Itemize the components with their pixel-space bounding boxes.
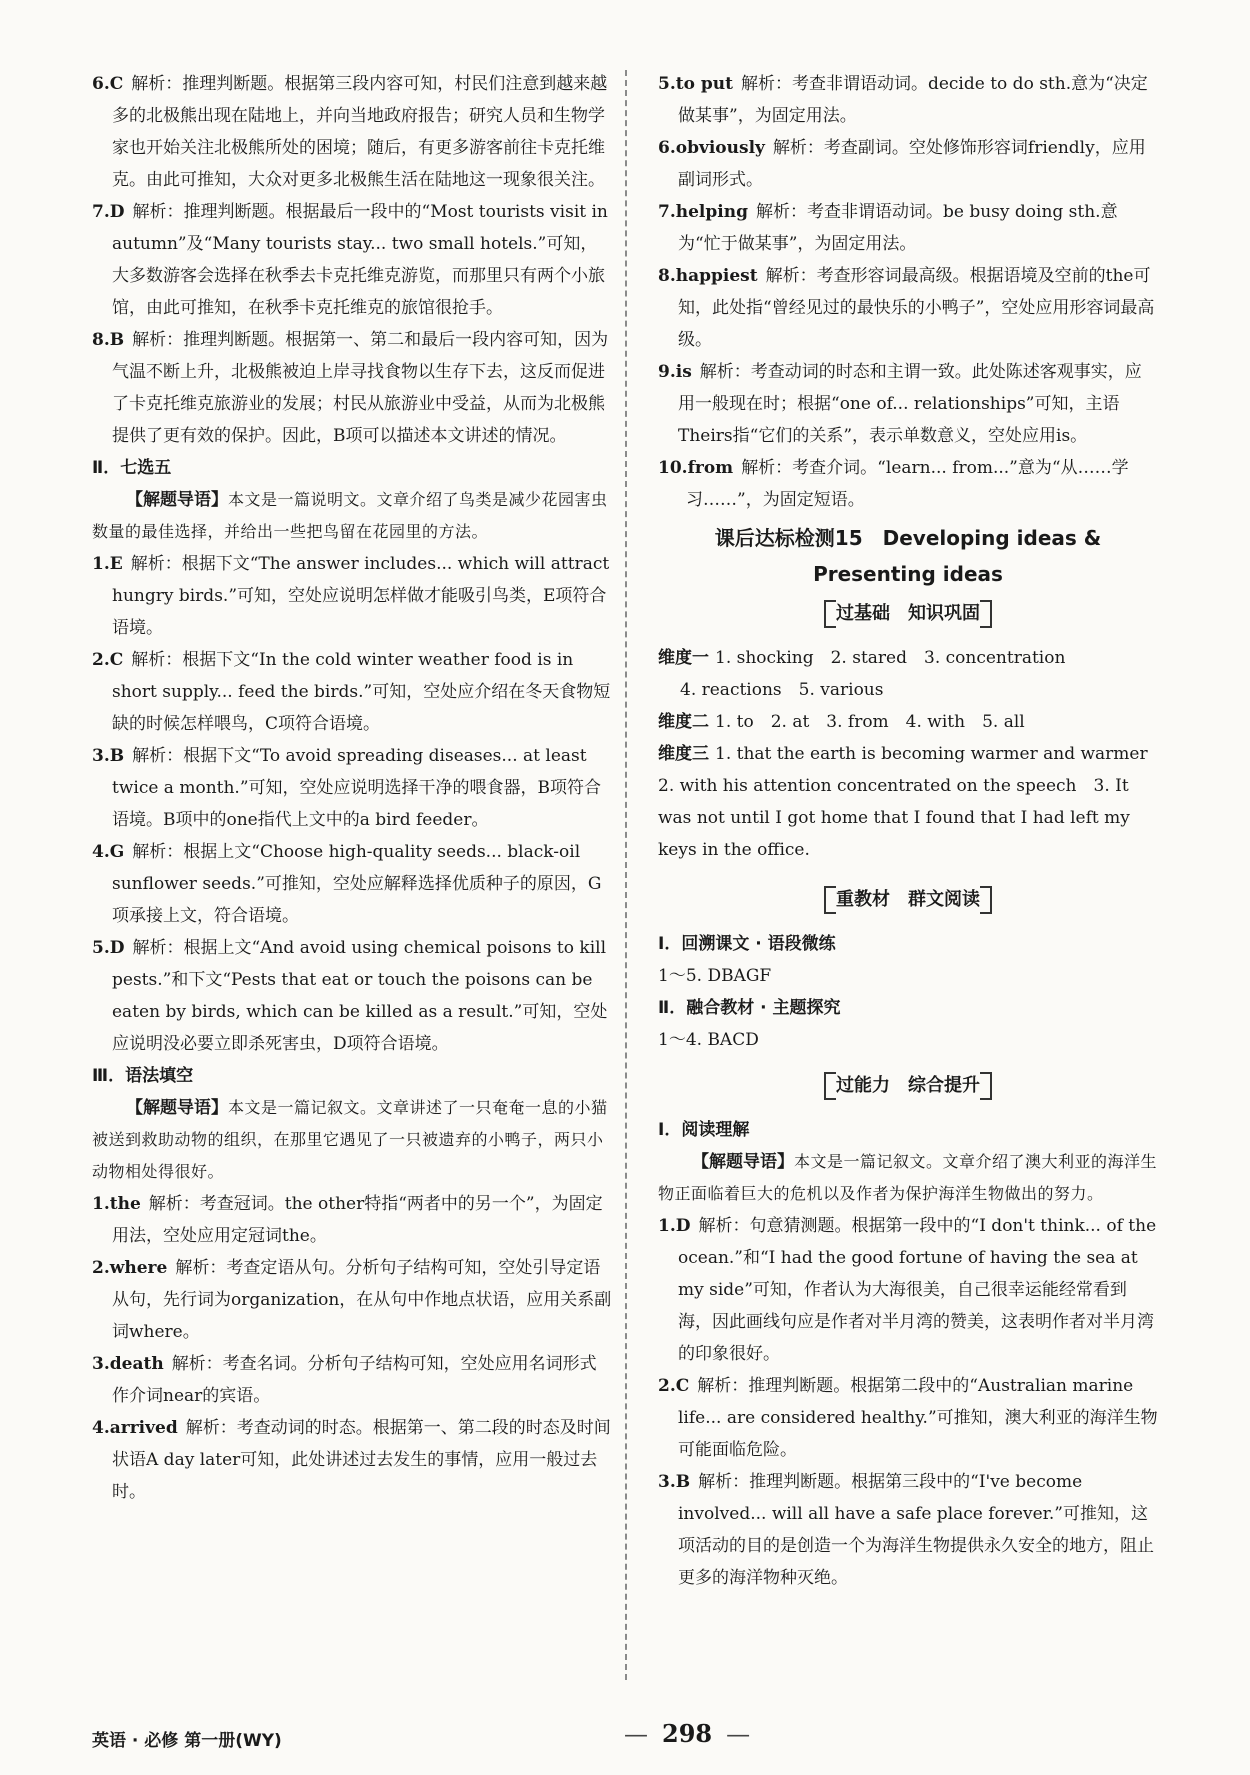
answer-item <box>92 324 612 452</box>
subsection-title-explore: Ⅱ．融合教材 · 主题探究 <box>658 998 841 1018</box>
item-explanation: 解析：考查动词的时态和主谓一致。此处陈述客观事实，应用一般现在时；根据“one of... relationships”可知，主语Theirs指“它们的关系”，表示单数意义，空处应用is。 <box>678 362 1142 446</box>
item-explanation: 解析：根据上文“And avoid using chemical poisons to kill pests.”和下文“Pests that eat or touch the poisons can be eaten by birds, which can be killed as a result.”可知，空处应说明没必要立即杀死害虫，D项符合语境。 <box>112 938 608 1054</box>
answer-item <box>658 1210 1158 1370</box>
item-answer: obviously <box>675 138 765 158</box>
item-answer: C <box>675 1376 690 1396</box>
answer-item <box>658 68 1158 132</box>
item-explanation: 解析：推理判断题。根据第二段中的“Australian marine life... are considered healthy.”可推知，澳大利亚的海洋生物可能面临危险。 <box>678 1376 1158 1460</box>
footer-page-number: — 298 — <box>624 1719 751 1748</box>
column-divider <box>625 70 627 1680</box>
item-explanation: 解析：考查非谓语动词。decide to do sth.意为“决定做某事”，为固定用法。 <box>678 74 1148 126</box>
item-explanation: 解析：考查非谓语动词。be busy doing sth.意为“忙于做某事”，为固定用法。 <box>678 202 1118 254</box>
answer-item <box>92 1412 612 1508</box>
item-number: 9. <box>658 362 676 382</box>
item-number: 7. <box>658 202 676 222</box>
item-answer: B <box>109 330 125 350</box>
item-explanation: 解析：推理判断题。根据第三段中的“I've become involved... will all have a safe place forever.”可推知，这项活动的目的是创造一个为海洋生物提供永久安全的地方，阻止更多的海洋物种灭绝。 <box>678 1472 1154 1588</box>
subsection-title-review: Ⅰ．回溯课文 · 语段微练 <box>658 934 836 954</box>
answer-item <box>92 740 612 836</box>
answer-item <box>658 452 1158 516</box>
item-explanation: 解析：推理判断题。根据第一、第二和最后一段内容可知，因为气温不断上升，北极熊被迫上岸寻找食物以生存下去，这反而促进了卡克托维克旅游业的发展；村民从旅游业中受益，从而为北极熊提供了更有效的保护。因此，B项可以描述本文讲述的情况。 <box>112 330 609 446</box>
item-number: 2. <box>658 1376 676 1396</box>
item-number: 3. <box>658 1472 676 1492</box>
answer-item <box>658 196 1158 260</box>
dimension-one-cont: 4. reactions 5. various <box>680 680 884 700</box>
item-number: 6. <box>92 74 110 94</box>
answer-item <box>658 356 1158 452</box>
answer-item <box>658 1466 1158 1594</box>
item-number: 7. <box>92 202 110 222</box>
dimension-three: 维度三 1. that the earth is becoming warmer and warmer 2. with his attention concentrated on the speech 3. It was not until I got home that I found that I had left my keys in the office. <box>658 744 1165 860</box>
item-number: 3. <box>92 746 110 766</box>
item-answer: D <box>675 1216 691 1236</box>
answer-item <box>92 932 612 1060</box>
item-answer: B <box>675 1472 691 1492</box>
bracket-heading-ability: 过能力 综合提升 <box>658 1070 1158 1102</box>
item-answer: C <box>109 74 124 94</box>
item-answer: C <box>109 650 124 670</box>
answer-line: 1～4. BACD <box>658 1030 759 1050</box>
item-number: 2. <box>92 1258 110 1278</box>
item-answer: is <box>675 362 692 382</box>
item-answer: B <box>109 746 125 766</box>
guide-paragraph: 【解题导语】本文是一篇说明文。文章介绍了鸟类是减少花园害虫数量的最佳选择，并给出一些把鸟留在花园里的方法。 <box>92 490 608 541</box>
footer-book-title: 英语 · 必修 第一册(WY) <box>92 1731 282 1751</box>
item-answer: the <box>109 1194 141 1214</box>
item-explanation: 解析：考查形容词最高级。根据语境及空前的the可知，此处指“曾经见过的最快乐的小鸭子”，空处应用形容词最高级。 <box>678 266 1155 350</box>
item-number: 5. <box>658 74 676 94</box>
item-number: 4. <box>92 1418 110 1438</box>
section-title-grammar: Ⅲ．语法填空 <box>92 1066 194 1086</box>
answer-line: 1～5. DBAGF <box>658 966 772 986</box>
lesson-title: 课后达标检测15 Developing ideas & Presenting ideas <box>714 526 1102 586</box>
item-explanation: 解析：考查介词。“learn... from...”意为“从……学习……”，为固定短语。 <box>686 458 1129 510</box>
item-explanation: 解析：根据下文“To avoid spreading diseases... at least twice a month.”可知，空处应说明选择干净的喂食器，B项符合语境。B项中的one指代上文中的a bird feeder。 <box>112 746 602 830</box>
guide-paragraph: 【解题导语】本文是一篇记叙文。文章讲述了一只奄奄一息的小猫被送到救助动物的组织，在那里它遇见了一只被遗弃的小鸭子，两只小动物相处得很好。 <box>92 1098 608 1181</box>
section-title-qixuanwu: Ⅱ．七选五 <box>92 458 172 478</box>
item-explanation: 解析：句意猜测题。根据第一段中的“I don't think... of the ocean.”和“I had the good fortune of having the sea at my side”可知，作者认为大海很美，自己很幸运能经常看到海，因此画线句应是作者对半月湾的赞美，这表明作者对半月湾的印象很好。 <box>678 1216 1157 1364</box>
item-answer: happiest <box>675 266 758 286</box>
item-answer: to put <box>675 74 733 94</box>
item-number: 6. <box>658 138 676 158</box>
answer-item <box>92 68 612 196</box>
answer-item <box>92 1252 612 1348</box>
item-answer: E <box>109 554 123 574</box>
item-explanation: 解析：推理判断题。根据最后一段中的“Most tourists visit in autumn”及“Many tourists stay... two small hotels.”可知，大多数游客会选择在秋季去卡克托维克游览，而那里只有两个小旅馆，由此可推知，在秋季卡克托维克的旅馆很抢手。 <box>112 202 608 318</box>
answer-item <box>92 1348 612 1412</box>
item-explanation: 解析：考查定语从句。分析句子结构可知，空处引导定语从句，先行词为organization，在从句中作地点状语，应用关系副词where。 <box>112 1258 612 1342</box>
item-explanation: 解析：推理判断题。根据第三段内容可知，村民们注意到越来越多的北极熊出现在陆地上，并向当地政府报告；研究人员和生物学家也开始关注北极熊所处的困境；随后，有更多游客前往卡克托维克。由此可推知，大众对更多北极熊生活在陆地这一现象很关注。 <box>112 74 608 190</box>
guide-paragraph: 【解题导语】本文是一篇记叙文。文章介绍了澳大利亚的海洋生物正面临着巨大的危机以及作者为保护海洋生物做出的努力。 <box>658 1152 1158 1203</box>
item-number: 1. <box>92 554 110 574</box>
item-answer: from <box>687 458 734 478</box>
item-number: 5. <box>92 938 110 958</box>
bracket-heading-textbook: 重教材 群文阅读 <box>658 884 1158 916</box>
item-answer: where <box>109 1258 168 1278</box>
answer-item <box>658 1370 1158 1466</box>
dimension-two: 维度二 1. to 2. at 3. from 4. with 5. all <box>658 712 1025 732</box>
right-column <box>658 68 1165 1594</box>
item-number: 1. <box>658 1216 676 1236</box>
item-explanation: 解析：考查副词。空处修饰形容词friendly，应用副词形式。 <box>678 138 1146 190</box>
item-number: 3. <box>92 1354 110 1374</box>
item-number: 10. <box>658 458 688 478</box>
answer-item <box>658 260 1158 356</box>
item-explanation: 解析：根据下文“The answer includes... which will attract hungry birds.”可知，空处应说明怎样做才能吸引鸟类，E项符合语境。 <box>112 554 610 638</box>
item-explanation: 解析：根据上文“Choose high-quality seeds... black-oil sunflower seeds.”可推知，空处应解释选择优质种子的原因，G项承接上文，符合语境。 <box>112 842 602 926</box>
bracket-heading-basics: 过基础 知识巩固 <box>658 598 1158 630</box>
item-explanation: 解析：考查动词的时态。根据第一、第二段的时态及时间状语A day later可知，此处讲述过去发生的事情，应用一般过去时。 <box>112 1418 611 1502</box>
answer-item <box>92 836 612 932</box>
item-number: 2. <box>92 650 110 670</box>
item-answer: death <box>109 1354 164 1374</box>
item-explanation: 解析：根据下文“In the cold winter weather food is in short supply... feed the birds.”可知，空处应介绍在冬天食物短缺的时候怎样喂鸟，C项符合语境。 <box>112 650 611 734</box>
dimension-one: 维度一 1. shocking 2. stared 3. concentration <box>658 648 1066 668</box>
answer-item <box>92 196 612 324</box>
item-number: 8. <box>658 266 676 286</box>
item-answer: D <box>109 938 125 958</box>
item-number: 1. <box>92 1194 110 1214</box>
item-number: 8. <box>92 330 110 350</box>
item-answer: D <box>109 202 125 222</box>
item-answer: helping <box>675 202 748 222</box>
answer-item <box>658 132 1158 196</box>
left-column <box>92 68 612 1508</box>
answer-item <box>92 1188 612 1252</box>
answer-item <box>92 644 612 740</box>
item-explanation: 解析：考查冠词。the other特指“两者中的另一个”，为固定用法，空处应用定冠词the。 <box>112 1194 603 1246</box>
section-title-reading: Ⅰ．阅读理解 <box>658 1120 750 1140</box>
answer-item <box>92 548 612 644</box>
item-explanation: 解析：考查名词。分析句子结构可知，空处应用名词形式作介词near的宾语。 <box>112 1354 597 1406</box>
item-number: 4. <box>92 842 110 862</box>
item-answer: G <box>109 842 125 862</box>
item-answer: arrived <box>109 1418 178 1438</box>
